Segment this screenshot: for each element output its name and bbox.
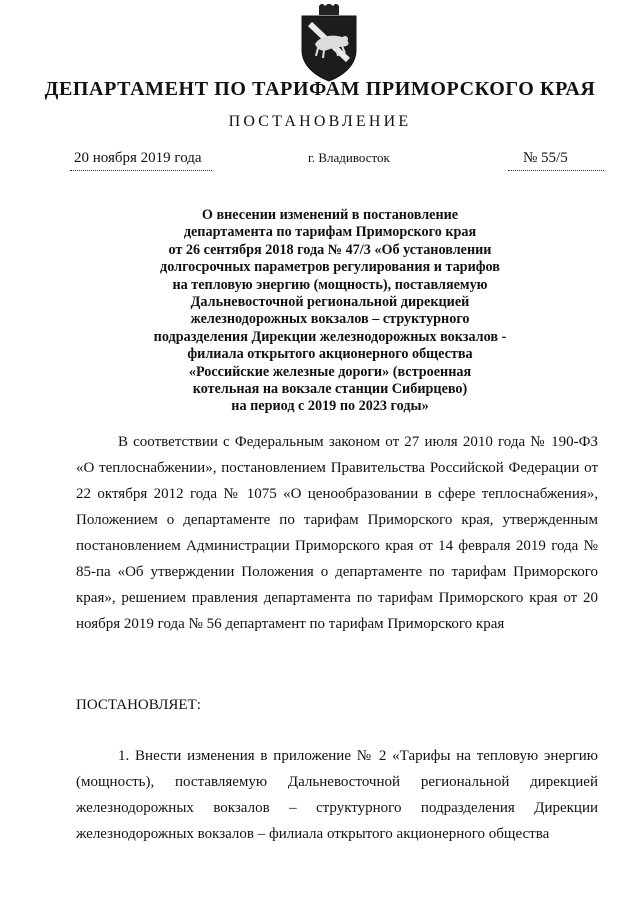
resolves-heading: ПОСТАНОВЛЯЕТ: — [76, 697, 201, 713]
date-underline — [70, 170, 212, 171]
document-number: № 55/5 — [523, 150, 568, 166]
document-date: 20 ноября 2019 года — [74, 150, 202, 166]
preamble-paragraph: В соответствии с Федеральным законом от 27 июля 2010 года № 190-ФЗ «О теплоснабжении», постановлением Правительства Российской Федерации от 22 октября 2012 года № 1075 «О ценообразовании в сфере теплоснабжения», Положением о департаменте по тарифам Приморского края, утвержденным постановлением Администрации Приморского края от 14 февраля 2019 года № 85-па «Об утверждении Положения о департаменте по тарифам Приморского края», решением правления департамента по тарифам Приморского края от 20 ноября 2019 года № 56 департамент по тарифам Приморского края — [76, 434, 598, 632]
primorsky-krai-coat-of-arms-icon — [298, 4, 360, 82]
number-underline — [508, 170, 604, 171]
document-title: О внесении изменений в постановление департамента по тарифам Приморского края от 26 сентября 2018 года № 47/3 «Об установлении долгосрочных параметров регулирования и тарифов на тепловую энергию (мощность), поставляемую Дальневосточной региональной дирекцией железнодорожных вокзалов – структурного подразделения Дирекции железнодорожных вокзалов - филиала открытого акционерного общества «Российские железные дороги» (встроенная котельная на вокзале станции Сибирцево) на период с 2019 по 2023 годы» — [153, 207, 507, 415]
department-name: ДЕПАРТАМЕНТ ПО ТАРИФАМ ПРИМОРСКОГО КРАЯ — [44, 78, 596, 100]
document-type: ПОСТАНОВЛЕНИЕ — [228, 113, 412, 130]
clause-1-paragraph: 1. Внести изменения в приложение № 2 «Тарифы на тепловую энергию (мощность), поставляемую Дальневосточной региональной дирекцией железнодорожных вокзалов – структурного подразделения Дирекции железнодорожных вокзалов – филиала открытого акционерного общества — [76, 748, 598, 842]
document-place: г. Владивосток — [308, 150, 390, 165]
